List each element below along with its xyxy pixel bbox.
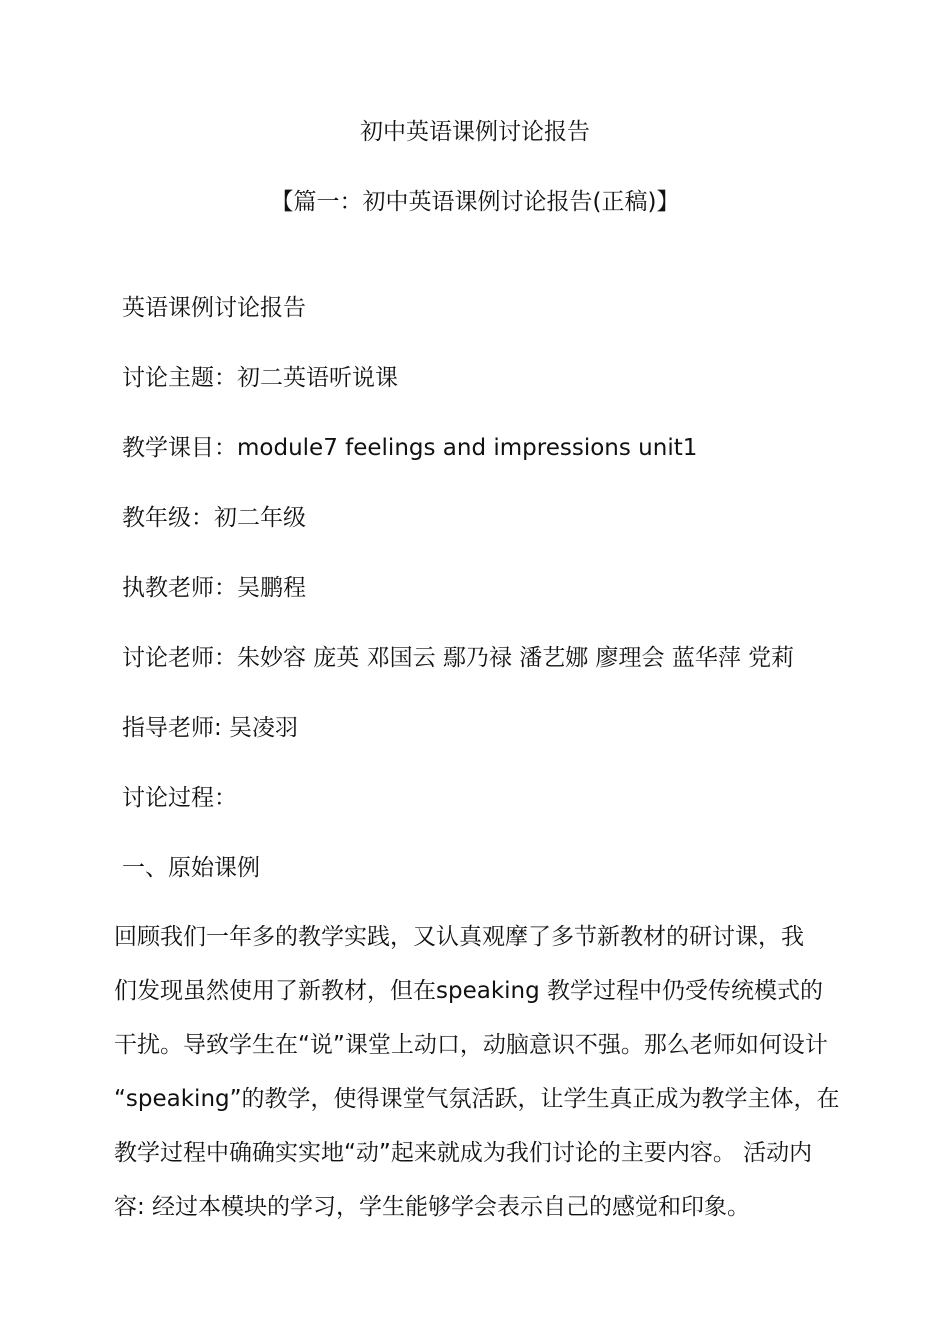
advisor-field: 指导老师: 吴凌羽: [122, 715, 299, 741]
grade-field: 教年级：初二年级: [122, 505, 306, 531]
report-heading: 英语课例讨论报告: [122, 295, 306, 321]
body-paragraph: [114, 910, 840, 1234]
subject-field: 教学课目：module7 feelings and impressions unit1: [122, 435, 698, 461]
process-label: 讨论过程：: [122, 785, 237, 811]
document-subtitle: 【篇一：初中英语课例讨论报告(正稿)】: [270, 189, 680, 215]
paragraph-line: “speaking”的教学，使得课堂气氛活跃，让学生真正成为教学主体，在: [114, 1086, 840, 1112]
paragraph-line: 回顾我们一年多的教学实践，又认真观摩了多节新教材的研讨课，我: [114, 924, 804, 950]
document-title: 初中英语课例讨论报告: [360, 119, 590, 145]
paragraph-line: 容: 经过本模块的学习，学生能够学会表示自己的感觉和印象。: [114, 1194, 751, 1220]
topic-field: 讨论主题：初二英语听说课: [122, 365, 398, 391]
paragraph-line: 教学过程中确确实实地“动”起来就成为我们讨论的主要内容。 活动内: [114, 1140, 813, 1166]
paragraph-line: 们发现虽然使用了新教材，但在speaking 教学过程中仍受传统模式的: [114, 978, 824, 1004]
discussants-field: 讨论老师：朱妙容 庞英 邓国云 鄢乃禄 潘艺娜 廖理会 蓝华萍 党莉: [122, 645, 795, 671]
paragraph-line: 干扰。导致学生在“说”课堂上动口，动脑意识不强。那么老师如何设计: [114, 1032, 828, 1058]
teacher-field: 执教老师：吴鹏程: [122, 575, 306, 601]
section-heading: 一、原始课例: [122, 855, 260, 881]
